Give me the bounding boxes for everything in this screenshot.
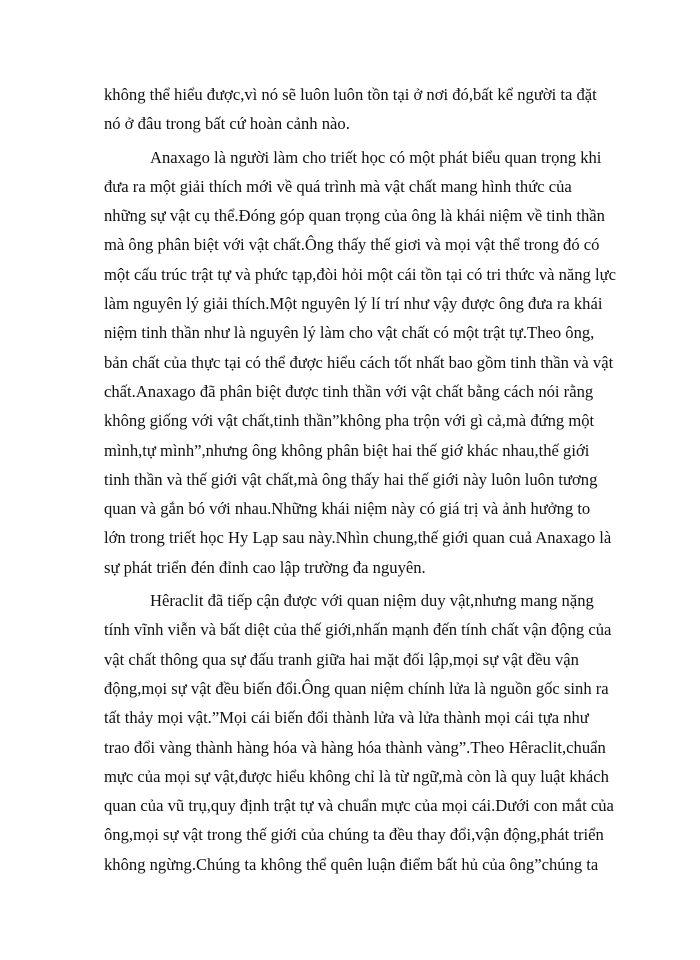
text-line: Hêraclit đã tiếp cận được với quan niệm duy vật,nhưng mang nặng bbox=[150, 591, 594, 611]
text-line: sự phát triển đén đỉnh cao lập trường đa nguyên. bbox=[104, 557, 426, 577]
text-line: không thể hiểu được,vì nó sẽ luôn luôn tồn tại ở nơi đó,bất kể người ta đặt bbox=[104, 85, 597, 104]
text-line: không giống với vật chất,tinh thần”không pha trộn với gì cả,mà đứng một bbox=[104, 411, 595, 431]
text-line: trao đổi vàng thành hàng hóa và hàng hóa thành vàng”.Theo Hêraclit,chuẩn bbox=[104, 737, 606, 757]
text-line: đưa ra một giải thích mới về quá trình mà vật chất mang hình thức của bbox=[104, 176, 572, 196]
text-line: niệm tinh thần như là nguyên lý làm cho vật chất có một trật tự.Theo ông, bbox=[104, 323, 595, 343]
text-line: Anaxago là người làm cho triết học có một phát biểu quan trọng khi bbox=[150, 147, 602, 167]
text-line: một cấu trúc trật tự và phức tạp,đòi hỏi một cái tồn tại có tri thức và năng lực bbox=[104, 264, 616, 284]
text-line: mà ông phân biệt với vật chất.Ông thấy thế giơi và mọi vật thể trong đó có bbox=[104, 235, 600, 255]
body-text bbox=[104, 80, 624, 879]
text-line: lớn trong triết học Hy Lạp sau này.Nhìn chung,thế giới quan cuả Anaxago là bbox=[104, 528, 612, 548]
text-line: quan và gắn bó với nhau.Những khái niệm này có giá trị và ảnh hưởng to bbox=[104, 499, 591, 519]
paragraph-anaxago bbox=[104, 143, 624, 582]
text-line: bản chất của thực tại có thể được hiểu cách tốt nhất bao gồm tinh thần và vật bbox=[104, 352, 614, 372]
text-line: chất.Anaxago đã phân biệt được tinh thần với vật chất bằng cách nói rằng bbox=[104, 381, 594, 401]
text-line: quan của vũ trụ,quy định trật tự và chuẩn mực của mọi cái.Dưới con mắt của bbox=[104, 796, 614, 816]
text-line: nó ở đâu trong bất cứ hoàn cảnh nào. bbox=[104, 114, 350, 134]
text-line: vật chất thông qua sự đấu tranh giữa hai mặt đối lập,mọi sự vật đều vận bbox=[104, 649, 579, 669]
text-line: ông,mọi sự vật trong thế giới của chúng ta đều thay đổi,vận động,phát triển bbox=[104, 825, 604, 845]
paragraph-heraclit bbox=[104, 586, 624, 879]
text-line: tính vĩnh viễn và bất diệt của thế giới,nhấn mạnh đến tính chất vận động của bbox=[104, 620, 612, 640]
text-line: mực của mọi sự vật,được hiểu không chỉ là từ ngữ,mà còn là quy luật khách bbox=[104, 766, 609, 786]
paragraph-1 bbox=[104, 80, 624, 139]
text-line: không ngừng.Chúng ta không thể quên luận điểm bất hủ của ông”chúng ta bbox=[104, 854, 599, 874]
text-line: làm nguyên lý giải thích.Một nguyên lý lí trí như vậy được ông đưa ra khái bbox=[104, 294, 603, 314]
text-line: những sự vật cụ thể.Đóng góp quan trọng của ông là khái niệm về tinh thần bbox=[104, 206, 605, 226]
text-line: tất thảy mọi vật.”Mọi cái biến đổi thành lửa và lửa thành mọi cái tựa như bbox=[104, 708, 589, 728]
text-line: mình,tự mình”,nhưng ông không phân biệt hai thế giớ khác nhau,thế giới bbox=[104, 440, 590, 460]
text-line: động,mọi sự vật đều biến đổi.Ông quan niệm chính lửa là nguồn gốc sinh ra bbox=[104, 678, 609, 698]
text-line: tinh thần và thế giới vật chất,mà ông thấy hai thế giới này luôn luôn tương bbox=[104, 469, 598, 489]
